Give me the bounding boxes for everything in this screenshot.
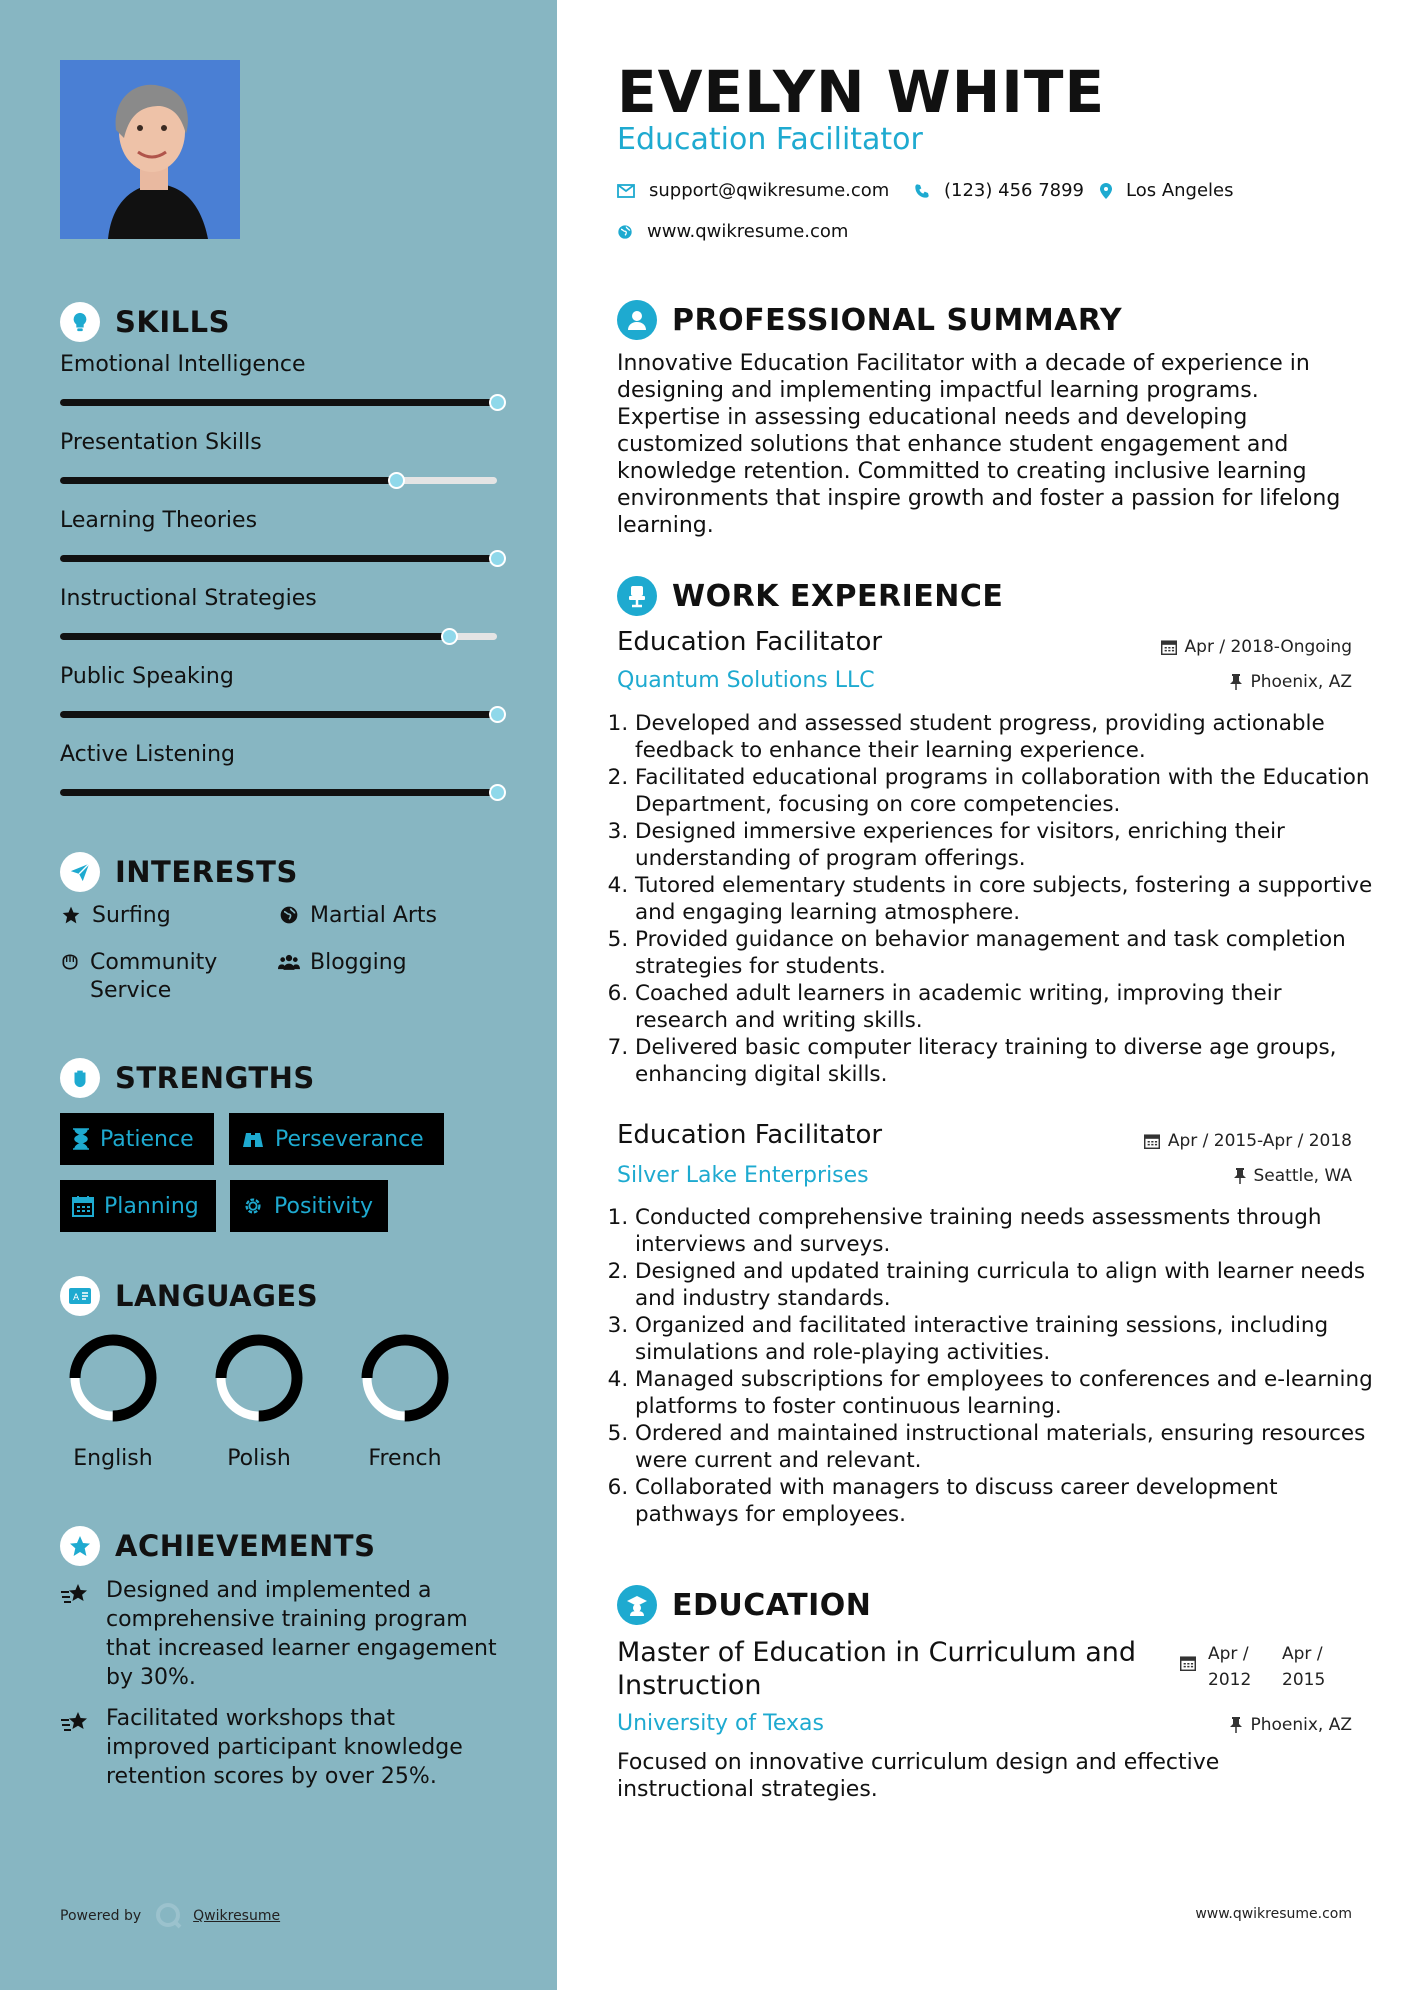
- email-text: support@qwikresume.com: [649, 180, 890, 201]
- interest-item: [278, 902, 437, 930]
- users-icon: [278, 949, 300, 972]
- skill-bar-knob: [489, 784, 506, 801]
- language-ring: [211, 1330, 307, 1426]
- website-text: www.qwikresume.com: [647, 221, 849, 242]
- job-location-text: Phoenix, AZ: [1250, 672, 1352, 692]
- star-badge-icon: [60, 1526, 100, 1566]
- lightbulb-icon: [60, 302, 100, 342]
- strength-tag: [230, 1180, 388, 1232]
- skill-name: Active Listening: [60, 742, 236, 767]
- strength-label: Positivity: [274, 1193, 374, 1219]
- language-card-icon: [60, 1276, 100, 1316]
- skill-bar-knob: [388, 472, 405, 489]
- education-start: Apr / 2012: [1208, 1644, 1252, 1690]
- strengths-header: [60, 1058, 315, 1098]
- skill-name: Instructional Strategies: [60, 586, 317, 611]
- skill-name: Learning Theories: [60, 508, 258, 533]
- powered-by: [60, 1902, 280, 1930]
- summary-header: [617, 300, 1122, 340]
- skill-bar-fill: [60, 711, 497, 718]
- skill-name: Public Speaking: [60, 664, 234, 689]
- job-bullet: 5. Ordered and maintained instructional materials, ensuring resources were current and relevant.: [635, 1420, 1375, 1474]
- achievements-header: [60, 1526, 375, 1566]
- language-name: Polish: [227, 1446, 291, 1471]
- job-bullet: 1. Conducted comprehensive training needs assessments through interviews and surveys.: [635, 1204, 1375, 1258]
- job-role: Education Facilitator: [617, 627, 883, 657]
- skill-bar-fill: [60, 789, 497, 796]
- strength-label: Patience: [100, 1126, 194, 1152]
- interest-label: Community Service: [90, 950, 218, 1003]
- globe-icon: [617, 224, 633, 240]
- interests-header: [60, 852, 298, 892]
- contact-email[interactable]: [617, 180, 889, 201]
- education-location-text: Phoenix, AZ: [1250, 1715, 1352, 1735]
- fist-icon: [60, 1058, 100, 1098]
- experience-header: [617, 576, 1003, 616]
- main-content: [557, 0, 1407, 1990]
- interest-item: [278, 949, 407, 977]
- education-header: [617, 1585, 871, 1625]
- job-bullets: [617, 710, 1375, 1088]
- gear-icon: [242, 1195, 264, 1217]
- education-description: Focused on innovative curriculum design and effective instructional strategies.: [617, 1750, 1220, 1802]
- interest-item: [60, 902, 171, 930]
- interest-item: [60, 949, 260, 1005]
- job-company: Quantum Solutions LLC: [617, 668, 875, 693]
- envelope-icon: [617, 184, 635, 198]
- shooting-star-icon: [60, 1704, 94, 1791]
- user-icon: [617, 300, 657, 340]
- achievement-item: [60, 1576, 500, 1692]
- achievement-text: Designed and implemented a comprehensive training program that increased learner engagement by 30%.: [106, 1578, 497, 1690]
- calendar-icon: [1180, 1641, 1196, 1693]
- education-school: University of Texas: [617, 1711, 824, 1736]
- skill-bar: [60, 477, 497, 484]
- interest-label: Surfing: [92, 903, 171, 928]
- skill-bar: [60, 633, 497, 640]
- skill-bar-knob: [441, 628, 458, 645]
- job-bullet: 1. Developed and assessed student progress, providing actionable feedback to enhance their learning experience.: [635, 710, 1375, 764]
- pushpin-icon: [1234, 1168, 1246, 1184]
- paper-plane-icon: [60, 852, 100, 892]
- job-location: [1234, 1166, 1353, 1186]
- skill-bar-fill: [60, 555, 497, 562]
- skills-header: [60, 302, 230, 342]
- interest-label: Martial Arts: [310, 903, 438, 928]
- language-name: English: [73, 1446, 153, 1471]
- achievements-title: ACHIEVEMENTS: [115, 1529, 376, 1563]
- location-text: Los Angeles: [1126, 180, 1234, 201]
- language-ring: [357, 1330, 453, 1426]
- job-bullet: 3. Designed immersive experiences for visitors, enriching their understanding of program offerings.: [635, 818, 1375, 872]
- skill-bar-fill: [60, 633, 449, 640]
- summary-text: Innovative Education Facilitator with a decade of experience in designing and implementing impactful learning programs. Expertise in assessing educational needs and developing customized solutions that enhance student engagement and knowledge retention. Committed to creating inclusive learning environments that inspire growth and foster a passion for lifelong learning.: [617, 351, 1341, 538]
- strengths-title: STRENGTHS: [115, 1061, 315, 1095]
- experience-title: WORK EXPERIENCE: [672, 578, 1004, 614]
- candidate-name: EVELYN WHITE: [617, 58, 1106, 126]
- binoculars-icon: [241, 1129, 265, 1149]
- skill-name: Presentation Skills: [60, 430, 262, 455]
- skill-name: Emotional Intelligence: [60, 352, 306, 377]
- languages-header: [60, 1276, 318, 1316]
- job-role: Education Facilitator: [617, 1120, 883, 1150]
- calendar-icon: [72, 1195, 94, 1217]
- strength-tag: [60, 1180, 216, 1232]
- achievement-item: [60, 1704, 500, 1791]
- interests-title: INTERESTS: [115, 855, 298, 889]
- map-pin-icon: [1100, 183, 1112, 199]
- hand-icon: [60, 949, 80, 972]
- job-dates: [1161, 637, 1352, 657]
- pushpin-icon: [1230, 1717, 1242, 1733]
- strength-label: Planning: [104, 1193, 199, 1219]
- language-name: French: [368, 1446, 442, 1471]
- qwikresume-logo-icon: [155, 1902, 183, 1930]
- phone-text: (123) 456 7899: [944, 180, 1085, 201]
- skill-bar: [60, 711, 497, 718]
- profile-photo: [60, 60, 240, 239]
- skill-bar: [60, 399, 497, 406]
- education-title: EDUCATION: [672, 1587, 872, 1623]
- contact-location: [1100, 180, 1234, 201]
- education-degree: Master of Education in Curriculum and Instruction: [617, 1637, 1137, 1701]
- job-dates-text: Apr / 2018-Ongoing: [1184, 637, 1352, 657]
- job-bullet: 4. Tutored elementary students in core subjects, fostering a supportive and engaging learning atmosphere.: [635, 872, 1375, 926]
- globe-icon: [278, 902, 300, 925]
- calendar-icon: [1144, 1133, 1160, 1149]
- qwikresume-link[interactable]: Qwikresume: [193, 1908, 281, 1924]
- job-bullet: 2. Designed and updated training curricula to align with learner needs and industry standards.: [635, 1258, 1375, 1312]
- job-bullet: 4. Managed subscriptions for employees to conferences and e-learning platforms to foster continuous learning.: [635, 1366, 1375, 1420]
- hourglass-icon: [72, 1128, 90, 1150]
- job-bullet: 6. Coached adult learners in academic writing, improving their research and writing skills.: [635, 980, 1375, 1034]
- contact-website[interactable]: [617, 221, 848, 242]
- job-bullet: 2. Facilitated educational programs in collaboration with the Education Department, focusing on core competencies.: [635, 764, 1375, 818]
- interest-label: Blogging: [310, 950, 407, 975]
- chair-icon: [617, 576, 657, 616]
- sidebar: [0, 0, 557, 1990]
- job-bullet: 3. Organized and facilitated interactive training sessions, including simulations and role-playing activities.: [635, 1312, 1375, 1366]
- education-dates: [1180, 1641, 1342, 1693]
- skill-bar-fill: [60, 477, 396, 484]
- job-bullet: 7. Delivered basic computer literacy training to diverse age groups, enhancing digital skills.: [635, 1034, 1375, 1088]
- contact-phone[interactable]: [914, 180, 1084, 201]
- job-dates: [1144, 1131, 1352, 1151]
- achievement-text: Facilitated workshops that improved participant knowledge retention scores by over 25%.: [106, 1706, 463, 1789]
- skill-bar-fill: [60, 399, 497, 406]
- calendar-icon: [1161, 639, 1177, 655]
- education-end: Apr / 2015: [1282, 1644, 1326, 1690]
- phone-icon: [914, 183, 930, 199]
- job-bullet: 5. Provided guidance on behavior management and task completion strategies for students.: [635, 926, 1375, 980]
- shooting-star-icon: [60, 1576, 94, 1692]
- powered-by-label: Powered by: [60, 1908, 142, 1924]
- skill-bar-knob: [489, 550, 506, 567]
- candidate-title: Education Facilitator: [617, 122, 923, 157]
- summary-title: PROFESSIONAL SUMMARY: [672, 302, 1123, 338]
- strength-label: Perseverance: [275, 1126, 424, 1152]
- language-ring: [65, 1330, 161, 1426]
- job-company: Silver Lake Enterprises: [617, 1163, 869, 1188]
- education-location: [1230, 1715, 1352, 1735]
- star-icon: [60, 902, 82, 925]
- job-location-text: Seattle, WA: [1253, 1166, 1352, 1186]
- job-bullets: [617, 1204, 1375, 1528]
- footer-website[interactable]: www.qwikresume.com: [1195, 1906, 1352, 1922]
- graduate-icon: [617, 1585, 657, 1625]
- skills-title: SKILLS: [115, 305, 230, 339]
- job-bullet: 6. Collaborated with managers to discuss career development pathways for employees.: [635, 1474, 1375, 1528]
- skill-bar-knob: [489, 706, 506, 723]
- job-location: [1230, 672, 1352, 692]
- strength-tag: [60, 1113, 214, 1165]
- skill-bar: [60, 555, 497, 562]
- strength-tag: [229, 1113, 444, 1165]
- svg-text:A: A: [73, 1293, 80, 1303]
- skill-bar: [60, 789, 497, 796]
- skill-bar-knob: [489, 394, 506, 411]
- languages-title: LANGUAGES: [115, 1279, 319, 1313]
- pushpin-icon: [1230, 674, 1242, 690]
- job-dates-text: Apr / 2015-Apr / 2018: [1167, 1131, 1352, 1151]
